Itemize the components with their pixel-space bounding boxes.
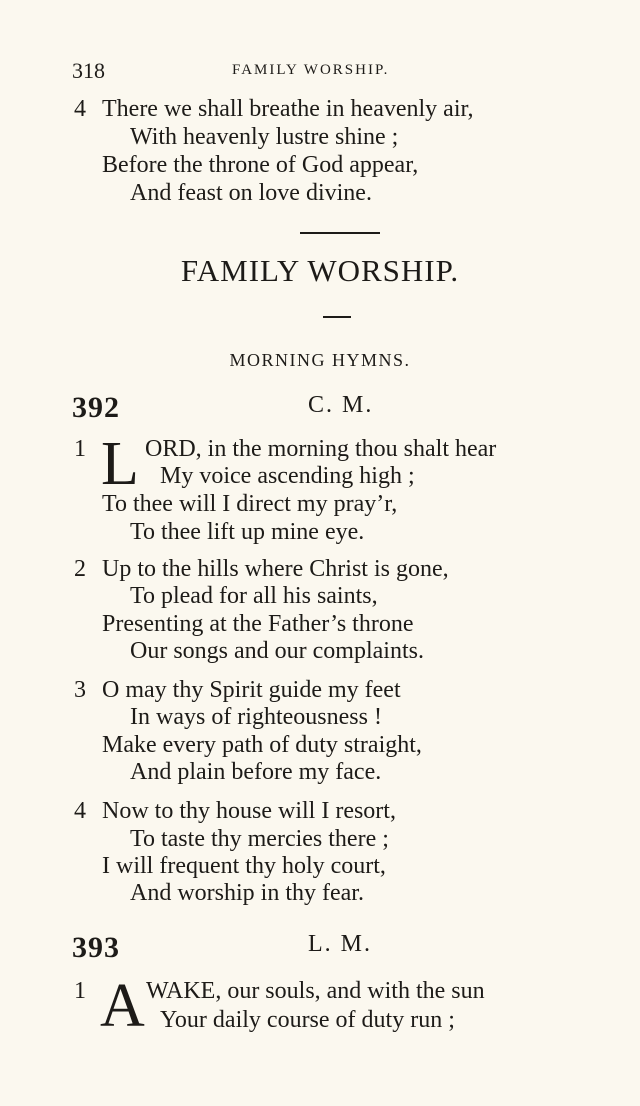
verse-line: To taste thy mercies there ;	[130, 826, 389, 852]
hymn-meter: L. M.	[308, 931, 372, 957]
verse-line: ORD, in the morning thou shalt hear	[145, 436, 497, 462]
verse-line: My voice ascending high ;	[160, 463, 415, 489]
verse-line: Before the throne of God appear,	[102, 152, 419, 178]
verse-line: Your daily course of duty run ;	[160, 1007, 455, 1033]
verse-number: 4	[74, 798, 86, 824]
verse-number: 1	[74, 978, 86, 1004]
verse-number: 3	[74, 677, 86, 703]
hymn-meter: C. M.	[308, 392, 374, 418]
page-header	[72, 58, 568, 88]
verse-line: Up to the hills where Christ is gone,	[102, 556, 449, 582]
verse-line: To thee will I direct my pray’r,	[102, 491, 398, 517]
section-rule	[300, 232, 380, 234]
verse-line: O may thy Spirit guide my feet	[102, 677, 401, 703]
verse-number: 1	[74, 436, 86, 462]
drop-cap: A	[100, 972, 145, 1040]
running-head: FAMILY WORSHIP.	[232, 62, 390, 78]
hymn-number: 392	[72, 391, 120, 424]
hymn-number: 393	[72, 931, 120, 964]
verse-line: With heavenly lustre shine ;	[130, 124, 399, 150]
verse-line: And worship in thy fear.	[130, 880, 364, 906]
verse-line: Presenting at the Father’s throne	[102, 611, 414, 637]
section-subtitle: MORNING HYMNS.	[229, 350, 411, 370]
drop-cap: L	[101, 430, 139, 498]
verse-line: I will frequent thy holy court,	[102, 853, 386, 879]
verse-line: There we shall breathe in heavenly air,	[102, 96, 474, 122]
verse-line: Now to thy house will I resort,	[102, 798, 396, 824]
verse-line: WAKE, our souls, and with the sun	[146, 978, 485, 1004]
verse-line: In ways of righteousness !	[130, 704, 382, 730]
verse-line: Make every path of duty straight,	[102, 732, 422, 758]
verse-number: 2	[74, 556, 86, 582]
verse-line: And feast on love divine.	[130, 180, 372, 206]
title-dash	[323, 316, 351, 318]
verse-line: To thee lift up mine eye.	[130, 519, 365, 545]
verse-line: And plain before my face.	[130, 759, 382, 785]
verse-line: To plead for all his saints,	[130, 583, 378, 609]
verse-number: 4	[74, 96, 86, 122]
verse-line: Our songs and our complaints.	[130, 638, 424, 664]
page-number: 318	[72, 58, 105, 83]
section-title: FAMILY WORSHIP.	[180, 253, 460, 288]
